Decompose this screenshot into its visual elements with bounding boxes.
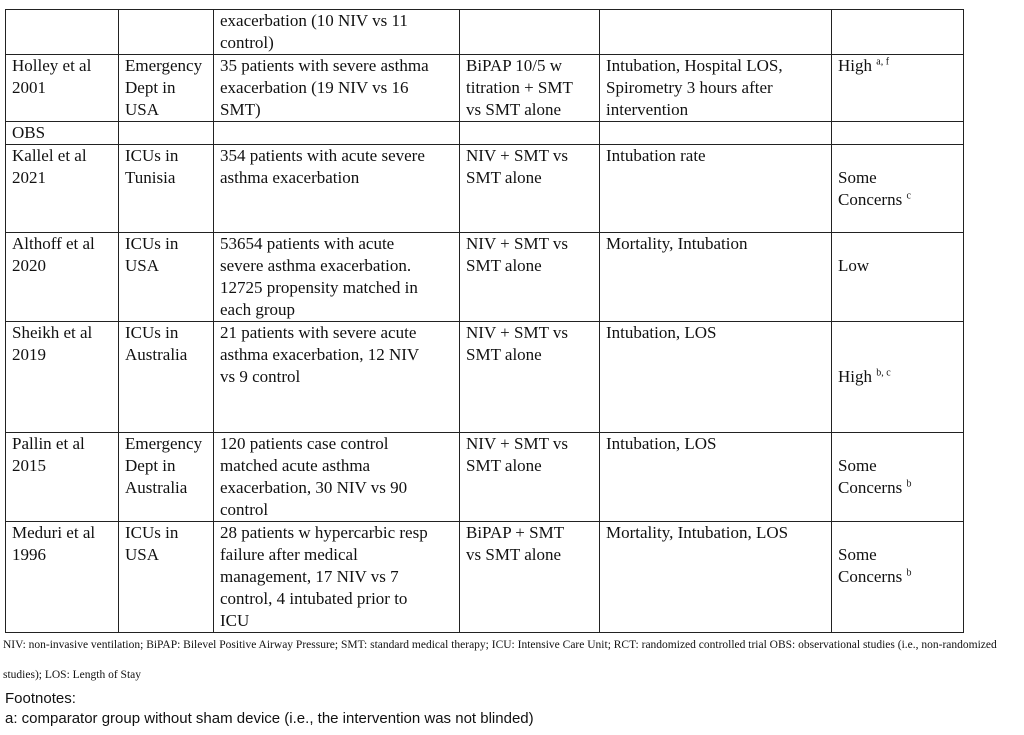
cell-intervention: NIV + SMT vs SMT alone xyxy=(460,233,600,322)
cell-population: 354 patients with acute severe asthma exacerbation xyxy=(214,145,460,233)
cell-setting: Emergency Dept in Australia xyxy=(119,433,214,522)
cell-population: 28 patients w hypercarbic resp failure after medical management, 17 NIV vs 7 control, 4 intubated prior to ICU xyxy=(214,522,460,633)
table-row xyxy=(6,145,964,233)
cell-outcomes: Mortality, Intubation, LOS xyxy=(600,522,832,633)
cell-population xyxy=(214,122,460,145)
cell-study: OBS xyxy=(6,122,119,145)
cell-outcomes: Intubation rate xyxy=(600,145,832,233)
cell-outcomes: Mortality, Intubation xyxy=(600,233,832,322)
cell-setting: ICUs in Australia xyxy=(119,322,214,433)
risk-of-bias-label: High xyxy=(838,56,872,75)
risk-of-bias-footnote-ref: b xyxy=(906,567,912,579)
cell-population: exacerbation (10 NIV vs 11 control) xyxy=(214,10,460,55)
cell-risk-of-bias xyxy=(832,122,964,145)
cell-study: Pallin et al 2015 xyxy=(6,433,119,522)
cell-risk-of-bias xyxy=(832,233,964,322)
cell-population: 35 patients with severe asthma exacerbation (19 NIV vs 16 SMT) xyxy=(214,55,460,122)
cell-outcomes: Intubation, LOS xyxy=(600,322,832,433)
cell-intervention: BiPAP 10/5 w titration + SMT vs SMT alone xyxy=(460,55,600,122)
table-row xyxy=(6,10,964,55)
cell-intervention xyxy=(460,122,600,145)
risk-of-bias-footnote-ref: b, c xyxy=(876,367,891,379)
cell-population: 21 patients with severe acute asthma exacerbation, 12 NIV vs 9 control xyxy=(214,322,460,433)
cell-intervention: BiPAP + SMT vs SMT alone xyxy=(460,522,600,633)
risk-of-bias-label: High xyxy=(838,367,872,386)
table-row xyxy=(6,322,964,433)
risk-of-bias-footnote-ref: c xyxy=(906,190,911,202)
cell-risk-of-bias xyxy=(832,145,964,233)
table-row xyxy=(6,233,964,322)
cell-intervention: NIV + SMT vs SMT alone xyxy=(460,145,600,233)
cell-population: 53654 patients with acute severe asthma exacerbation. 12725 propensity matched in each group xyxy=(214,233,460,322)
risk-of-bias-label: Some Concerns xyxy=(838,545,903,586)
cell-study: Sheikh et al 2019 xyxy=(6,322,119,433)
cell-population: 120 patients case control matched acute asthma exacerbation, 30 NIV vs 90 control xyxy=(214,433,460,522)
cell-risk-of-bias xyxy=(832,322,964,433)
cell-study: Holley et al 2001 xyxy=(6,55,119,122)
cell-study: Kallel et al 2021 xyxy=(6,145,119,233)
evidence-table xyxy=(5,9,964,633)
table-row xyxy=(6,433,964,522)
footnotes-title: Footnotes: xyxy=(5,690,76,707)
cell-outcomes xyxy=(600,122,832,145)
cell-study xyxy=(6,10,119,55)
risk-of-bias-label: Some Concerns xyxy=(838,456,903,497)
abbreviations-note: NIV: non-invasive ventilation; BiPAP: Bilevel Positive Airway Pressure; SMT: standard medical therapy; ICU: Intensive Care Unit; RCT: randomized controlled trial OBS: observational studies (i.e., non-randomized studies); LOS: Length of Stay xyxy=(3,639,997,681)
cell-intervention xyxy=(460,10,600,55)
cell-outcomes xyxy=(600,10,832,55)
table-row xyxy=(6,522,964,633)
cell-setting: Emergency Dept in USA xyxy=(119,55,214,122)
cell-setting: ICUs in Tunisia xyxy=(119,145,214,233)
risk-of-bias-footnote-ref: b xyxy=(906,478,912,490)
cell-setting xyxy=(119,122,214,145)
cell-study: Meduri et al 1996 xyxy=(6,522,119,633)
risk-of-bias-label: Low xyxy=(838,256,870,275)
cell-setting xyxy=(119,10,214,55)
cell-risk-of-bias xyxy=(832,10,964,55)
cell-outcomes: Intubation, Hospital LOS, Spirometry 3 hours after intervention xyxy=(600,55,832,122)
risk-of-bias-label: Some Concerns xyxy=(838,168,903,209)
cell-risk-of-bias xyxy=(832,55,964,122)
cell-intervention: NIV + SMT vs SMT alone xyxy=(460,433,600,522)
table-row xyxy=(6,122,964,145)
cell-setting: ICUs in USA xyxy=(119,522,214,633)
cell-setting: ICUs in USA xyxy=(119,233,214,322)
risk-of-bias-footnote-ref: a, f xyxy=(876,56,890,68)
cell-intervention: NIV + SMT vs SMT alone xyxy=(460,322,600,433)
evidence-table-body xyxy=(6,10,964,633)
cell-risk-of-bias xyxy=(832,433,964,522)
table-row xyxy=(6,55,964,122)
footnote-a: a: comparator group without sham device (i.e., the intervention was not blinded) xyxy=(5,710,534,727)
cell-outcomes: Intubation, LOS xyxy=(600,433,832,522)
cell-risk-of-bias xyxy=(832,522,964,633)
cell-study: Althoff et al 2020 xyxy=(6,233,119,322)
